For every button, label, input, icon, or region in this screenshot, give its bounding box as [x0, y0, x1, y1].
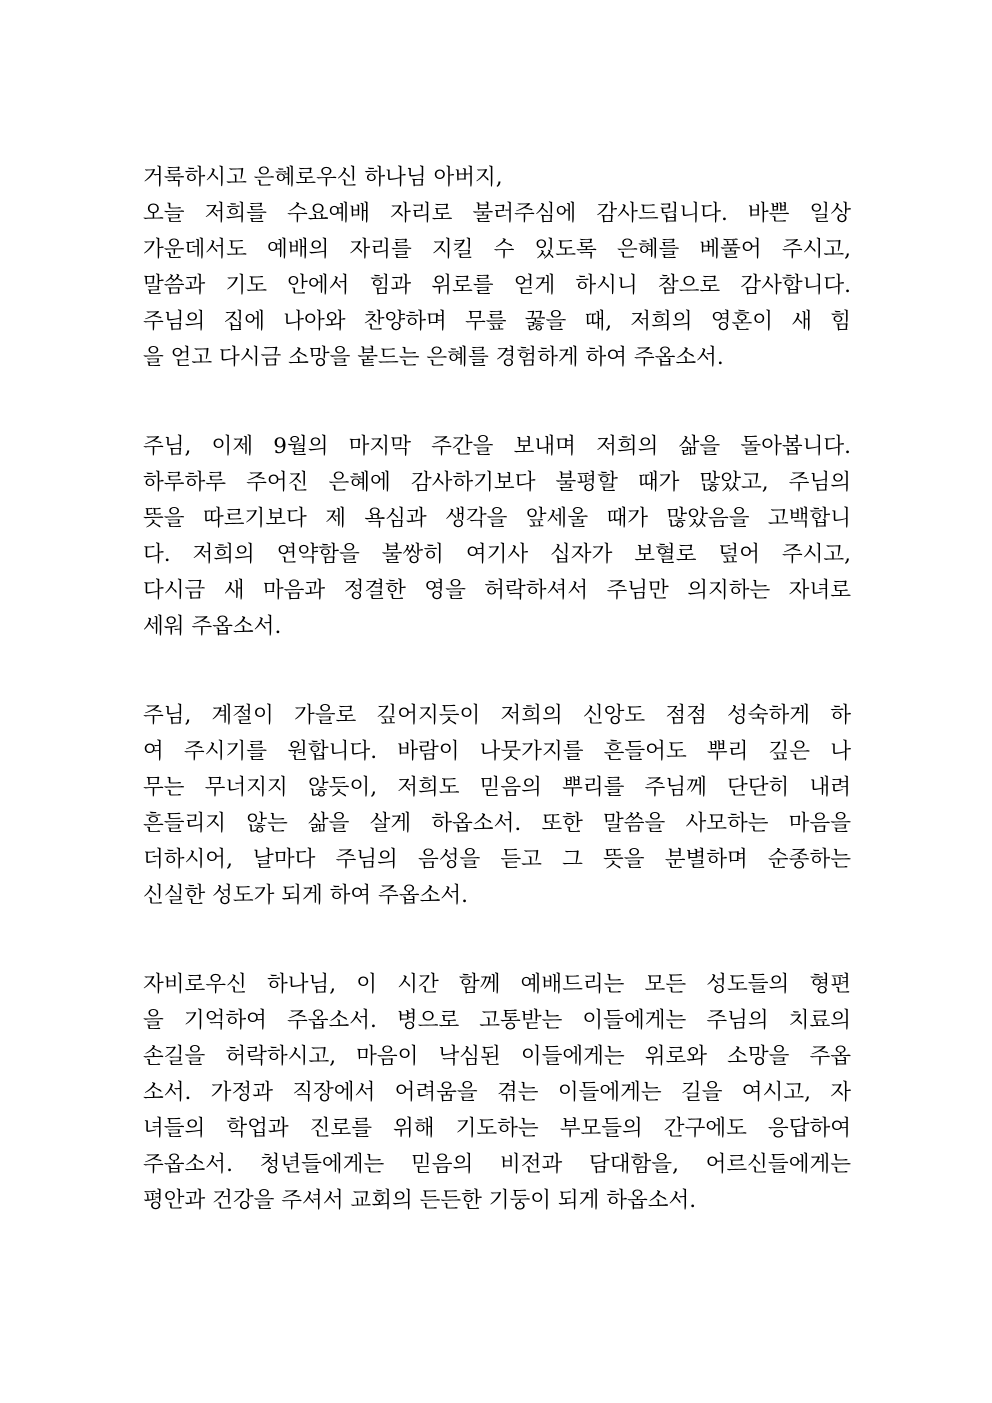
text-line: 세워 주옵소서.	[143, 614, 282, 639]
text-line: 자비로우신 하나님, 이 시간 함께 예배드리는 모든 성도들의 형편	[143, 972, 851, 997]
text-line: 손길을 허락하시고, 마음이 낙심된 이들에게는 위로와 소망을 주옵	[143, 1044, 851, 1069]
text-line: 다시금 새 마음과 정결한 영을 허락하셔서 주님만 의지하는 자녀로	[143, 578, 851, 603]
text-line: 하루하루 주어진 은혜에 감사하기보다 불평할 때가 많았고, 주님의	[143, 470, 851, 495]
paragraph-3	[143, 698, 851, 914]
text-line: 무는 무너지지 않듯이, 저희도 믿음의 뿌리를 주님께 단단히 내려	[143, 775, 851, 800]
paragraph-gap	[143, 645, 851, 698]
paragraph-4	[143, 967, 851, 1219]
text-line: 흔들리지 않는 삶을 살게 하옵소서. 또한 말씀을 사모하는 마음을	[143, 811, 851, 836]
salutation-line: 거룩하시고 은혜로우신 하나님 아버지,	[143, 165, 503, 190]
text-line: 녀들의 학업과 진로를 위해 기도하는 부모들의 간구에도 응답하여	[143, 1116, 851, 1141]
text-line: 주옵소서. 청년들에게는 믿음의 비전과 담대함을, 어르신들에게는	[143, 1152, 851, 1177]
text-line: 가운데서도 예배의 자리를 지킬 수 있도록 은혜를 베풀어 주시고,	[143, 237, 851, 262]
text-line: 소서. 가정과 직장에서 어려움을 겪는 이들에게는 길을 여시고, 자	[143, 1080, 851, 1105]
text-line: 신실한 성도가 되게 하여 주옵소서.	[143, 883, 468, 908]
text-line: 여 주시기를 원합니다. 바람이 나뭇가지를 흔들어도 뿌리 깊은 나	[143, 739, 851, 764]
text-line: 주님, 이제 9월의 마지막 주간을 보내며 저희의 삶을 돌아봅니다.	[143, 434, 851, 459]
paragraph-2	[143, 429, 851, 645]
prayer-text	[143, 160, 851, 1219]
text-line: 말씀과 기도 안에서 힘과 위로를 얻게 하시니 참으로 감사합니다.	[143, 273, 851, 298]
paragraph-gap	[143, 914, 851, 967]
text-line: 더하시어, 날마다 주님의 음성을 듣고 그 뜻을 분별하며 순종하는	[143, 847, 851, 872]
text-line: 주님의 집에 나아와 찬양하며 무릎 꿇을 때, 저희의 영혼이 새 힘	[143, 309, 851, 334]
text-line: 평안과 건강을 주셔서 교회의 든든한 기둥이 되게 하옵소서.	[143, 1188, 697, 1213]
text-line: 주님, 계절이 가을로 깊어지듯이 저희의 신앙도 점점 성숙하게 하	[143, 703, 851, 728]
text-line: 을 기억하여 주옵소서. 병으로 고통받는 이들에게는 주님의 치료의	[143, 1008, 851, 1033]
text-line: 을 얻고 다시금 소망을 붙드는 은혜를 경험하게 하여 주옵소서.	[143, 345, 724, 370]
paragraph-1	[143, 160, 851, 376]
text-line: 오늘 저희를 수요예배 자리로 불러주심에 감사드립니다. 바쁜 일상	[143, 201, 851, 226]
text-line: 다. 저희의 연약함을 불쌍히 여기사 십자가 보혈로 덮어 주시고,	[143, 542, 851, 567]
text-line: 뜻을 따르기보다 제 욕심과 생각을 앞세울 때가 많았음을 고백합니	[143, 506, 851, 531]
paragraph-gap	[143, 376, 851, 429]
